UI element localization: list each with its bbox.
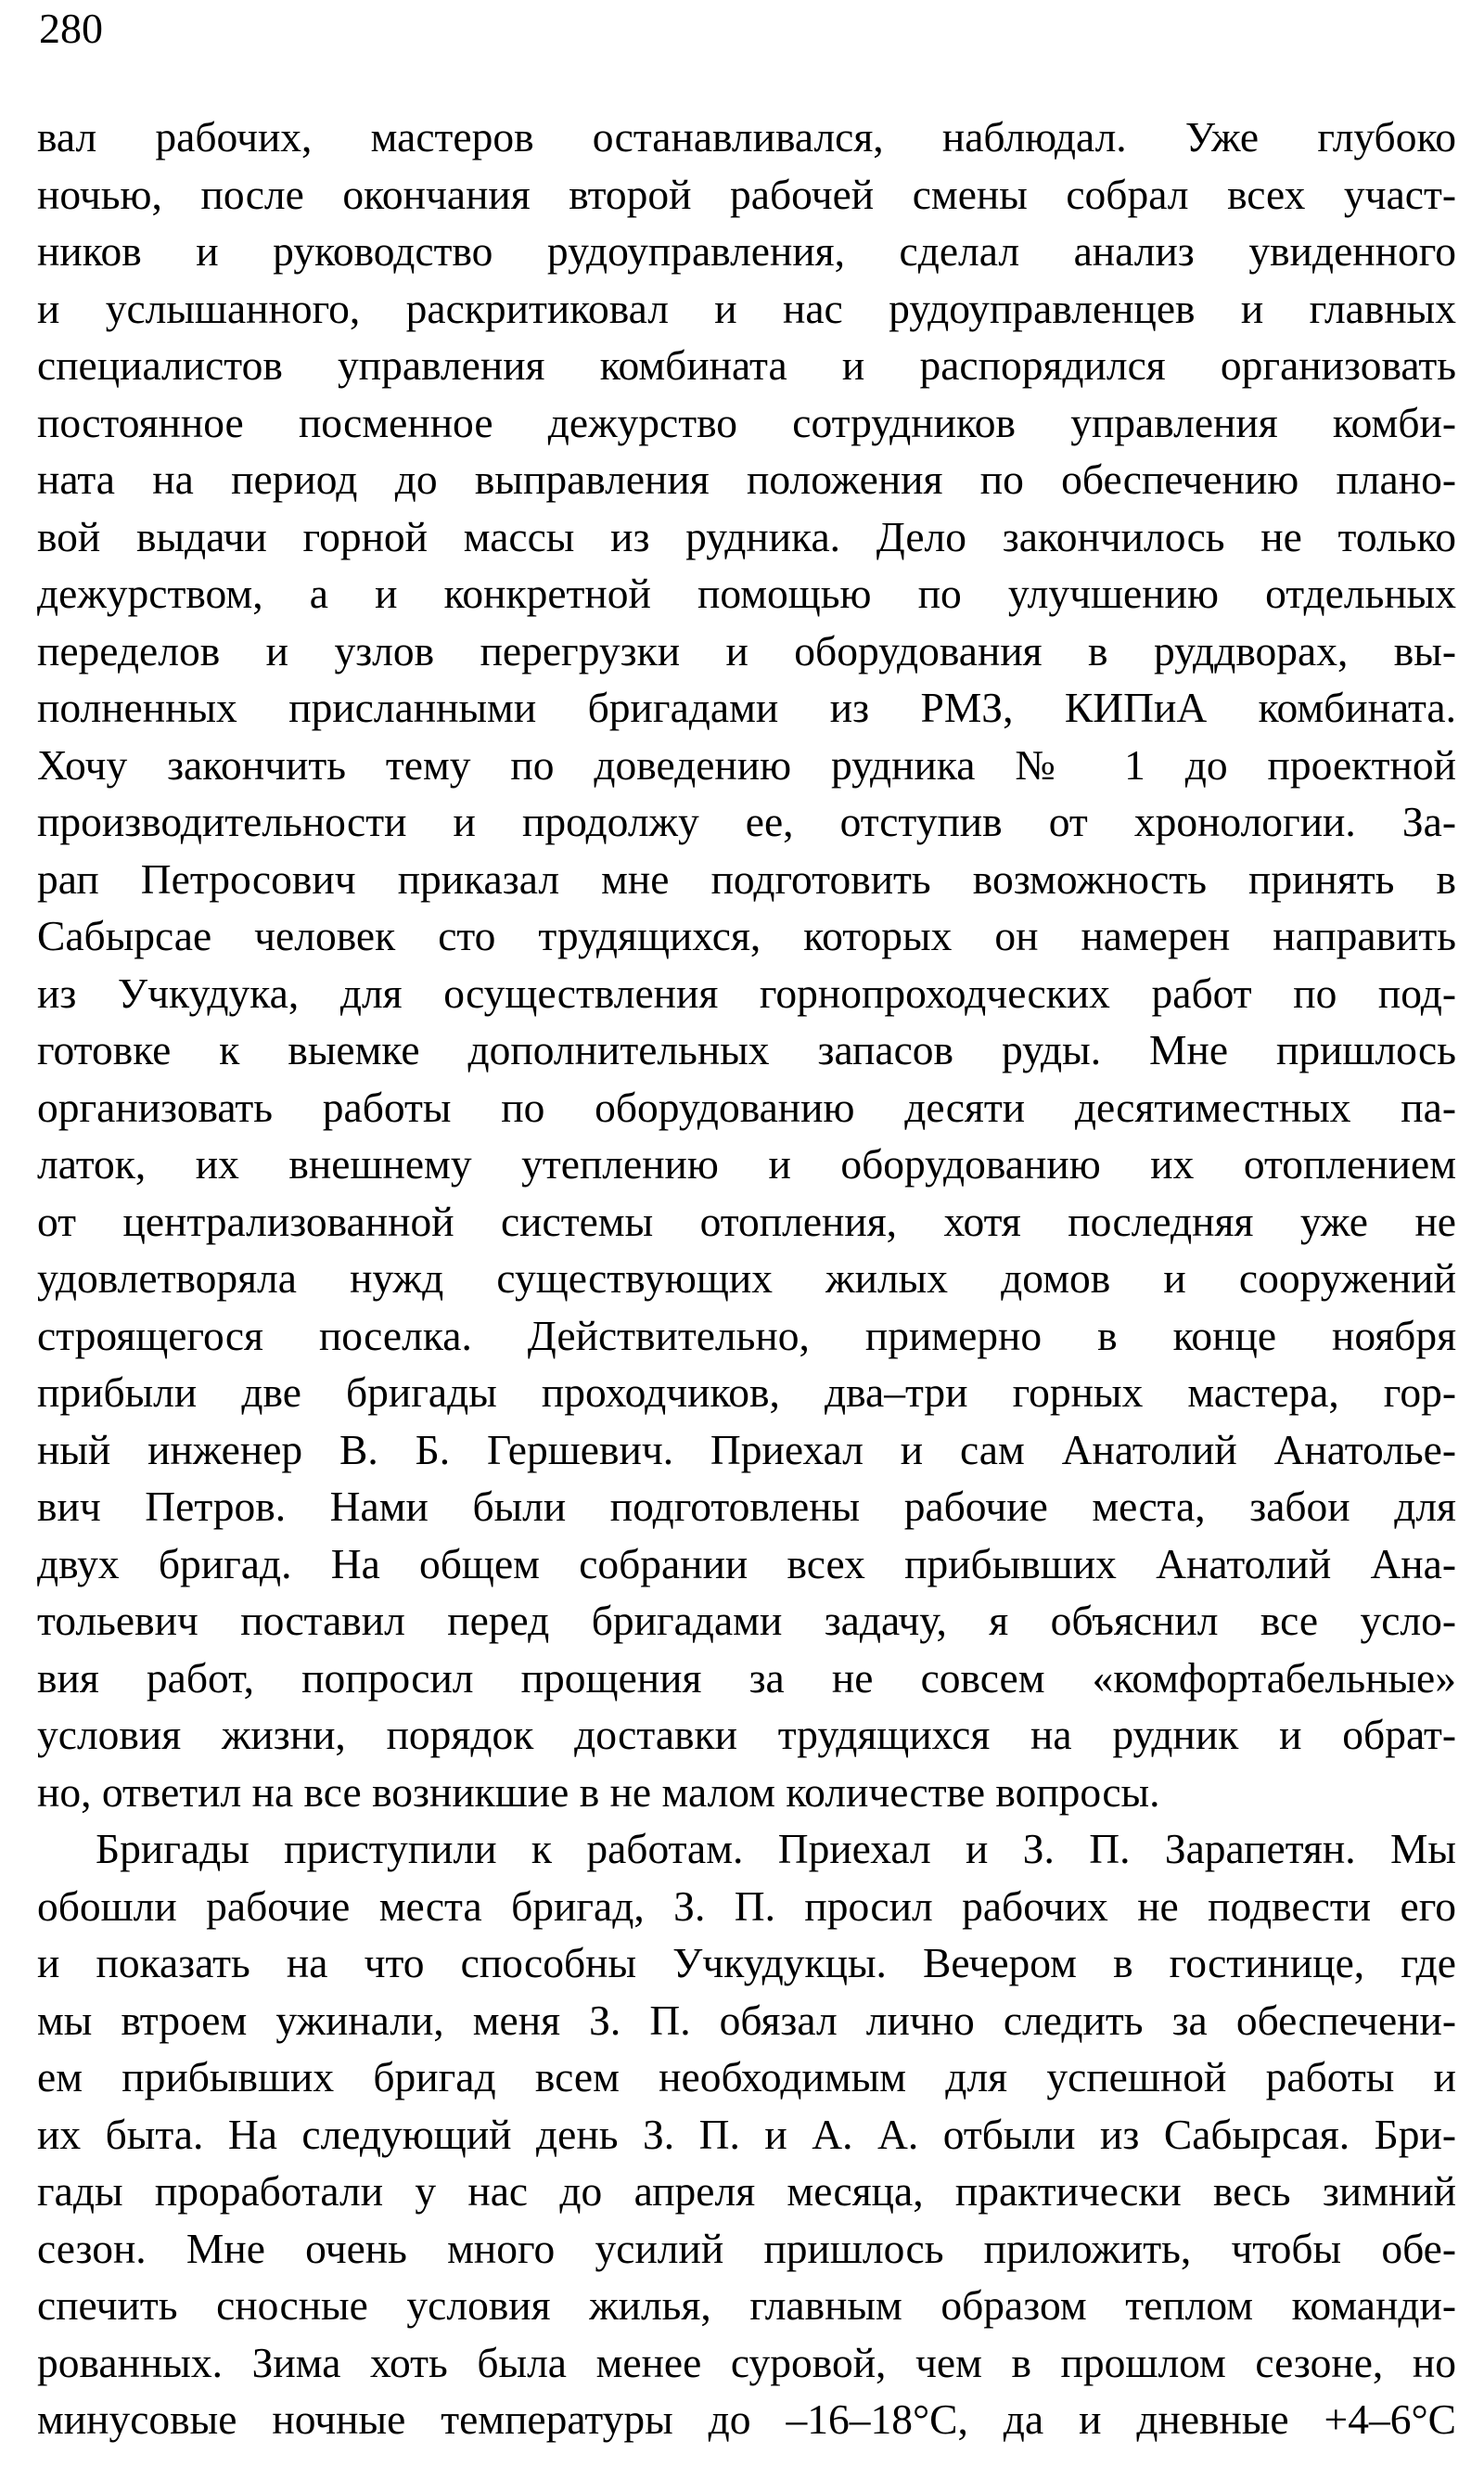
text-line: мы втроем ужинали, меня З. П. обязал лично следить за обеспечени- <box>37 1996 1456 2044</box>
text-line: тольевич поставил перед бригадами задачу, я объяснил все усло- <box>37 1597 1456 1644</box>
text-line: сезон. Мне очень много усилий пришлось приложить, чтобы обе- <box>37 2224 1456 2272</box>
text-line: удовлетворяла нужд существующих жилых домов и сооружений <box>37 1254 1456 1302</box>
text-line: вал рабочих, мастеров останавливался, наблюдал. Уже глубоко <box>37 113 1456 161</box>
text-line: вич Петров. Нами были подготовлены рабочие места, забои для <box>37 1483 1456 1530</box>
text-line: вия работ, попросил прощения за не совсем «комфортабельные» <box>37 1653 1456 1702</box>
text-line: Хочу закончить тему по доведению рудника № 1 до проектной <box>37 740 1456 789</box>
text-line: Сабырсае человек сто трудящихся, которых он намерен направить <box>37 912 1456 959</box>
text-line: минусовые ночные температуры до –16–18°C, да и дневные +4–6°C <box>37 2395 1456 2443</box>
text-line: организовать работы по оборудованию десяти десятиместных па- <box>37 1083 1456 1131</box>
text-line: их быта. На следующий день З. П. и А. А. отбыли из Сабырсая. Бри- <box>37 2110 1456 2158</box>
text-line: и услышанного, раскритиковал и нас рудоуправленцев и главных <box>37 284 1456 332</box>
text-line: Бригады приступили к работам. Приехал и З. П. Зарапетян. Мы <box>96 1825 1456 1872</box>
text-line: ната на период до выправления положения по обеспечению плано- <box>37 456 1456 503</box>
text-line: готовке к выемке дополнительных запасов руды. Мне пришлось <box>37 1026 1456 1073</box>
text-line: и показать на что способны Учкудукцы. Вечером в гостинице, где <box>37 1939 1456 1986</box>
text-line: вой выдачи горной массы из рудника. Дело закончилось не только <box>37 512 1456 560</box>
text-line: но, ответил на все возникшие в не малом количестве вопросы. <box>37 1767 1160 1816</box>
text-line: полненных присланными бригадами из РМЗ, КИПиА комбината. <box>37 684 1456 731</box>
body-text <box>37 109 1456 2448</box>
text-line: строящегося поселка. Действительно, примерно в конце ноября <box>37 1311 1456 1359</box>
text-line: специалистов управления комбината и распорядился организовать <box>37 341 1456 389</box>
page-number: 280 <box>39 5 103 52</box>
text-line: условия жизни, порядок доставки трудящихся на рудник и обрат- <box>37 1711 1456 1758</box>
text-line: обошли рабочие места бригад, З. П. просил рабочих не подвести его <box>37 1882 1456 1930</box>
text-line: латок, их внешнему утеплению и оборудованию их отоплением <box>37 1140 1456 1188</box>
text-line: производительности и продолжу ее, отступив от хронологии. За- <box>37 798 1456 845</box>
text-line: ников и руководство рудоуправления, сделал анализ увиденного <box>37 227 1456 275</box>
text-line: ем прибывших бригад всем необходимым для успешной работы и <box>37 2053 1456 2100</box>
text-line: двух бригад. На общем собрании всех прибывших Анатолий Ана- <box>37 1539 1456 1587</box>
text-line: рованных. Зима хоть была менее суровой, чем в прошлом сезоне, но <box>37 2338 1456 2386</box>
text-line: рап Петросович приказал мне подготовить возможность принять в <box>37 854 1456 903</box>
text-line: из Учкудука, для осуществления горнопроходческих работ по под- <box>37 969 1456 1017</box>
text-line: гады проработали у нас до апреля месяца, практически весь зимний <box>37 2167 1456 2215</box>
text-line: от централизованной системы отопления, хотя последняя уже не <box>37 1197 1456 1245</box>
text-line: постоянное посменное дежурство сотрудников управления комби- <box>37 398 1456 446</box>
text-line: ночью, после окончания второй рабочей смены собрал всех участ- <box>37 170 1456 218</box>
text-line: переделов и узлов перегрузки и оборудования в руддворах, вы- <box>37 626 1456 674</box>
text-line: спечить сносные условия жилья, главным образом теплом команди- <box>37 2281 1456 2329</box>
text-line: прибыли две бригады проходчиков, два–три горных мастера, гор- <box>37 1368 1456 1416</box>
text-line: дежурством, а и конкретной помощью по улучшению отдельных <box>37 570 1456 617</box>
text-line: ный инженер В. Б. Гершевич. Приехал и сам Анатолий Анатолье- <box>37 1425 1456 1473</box>
